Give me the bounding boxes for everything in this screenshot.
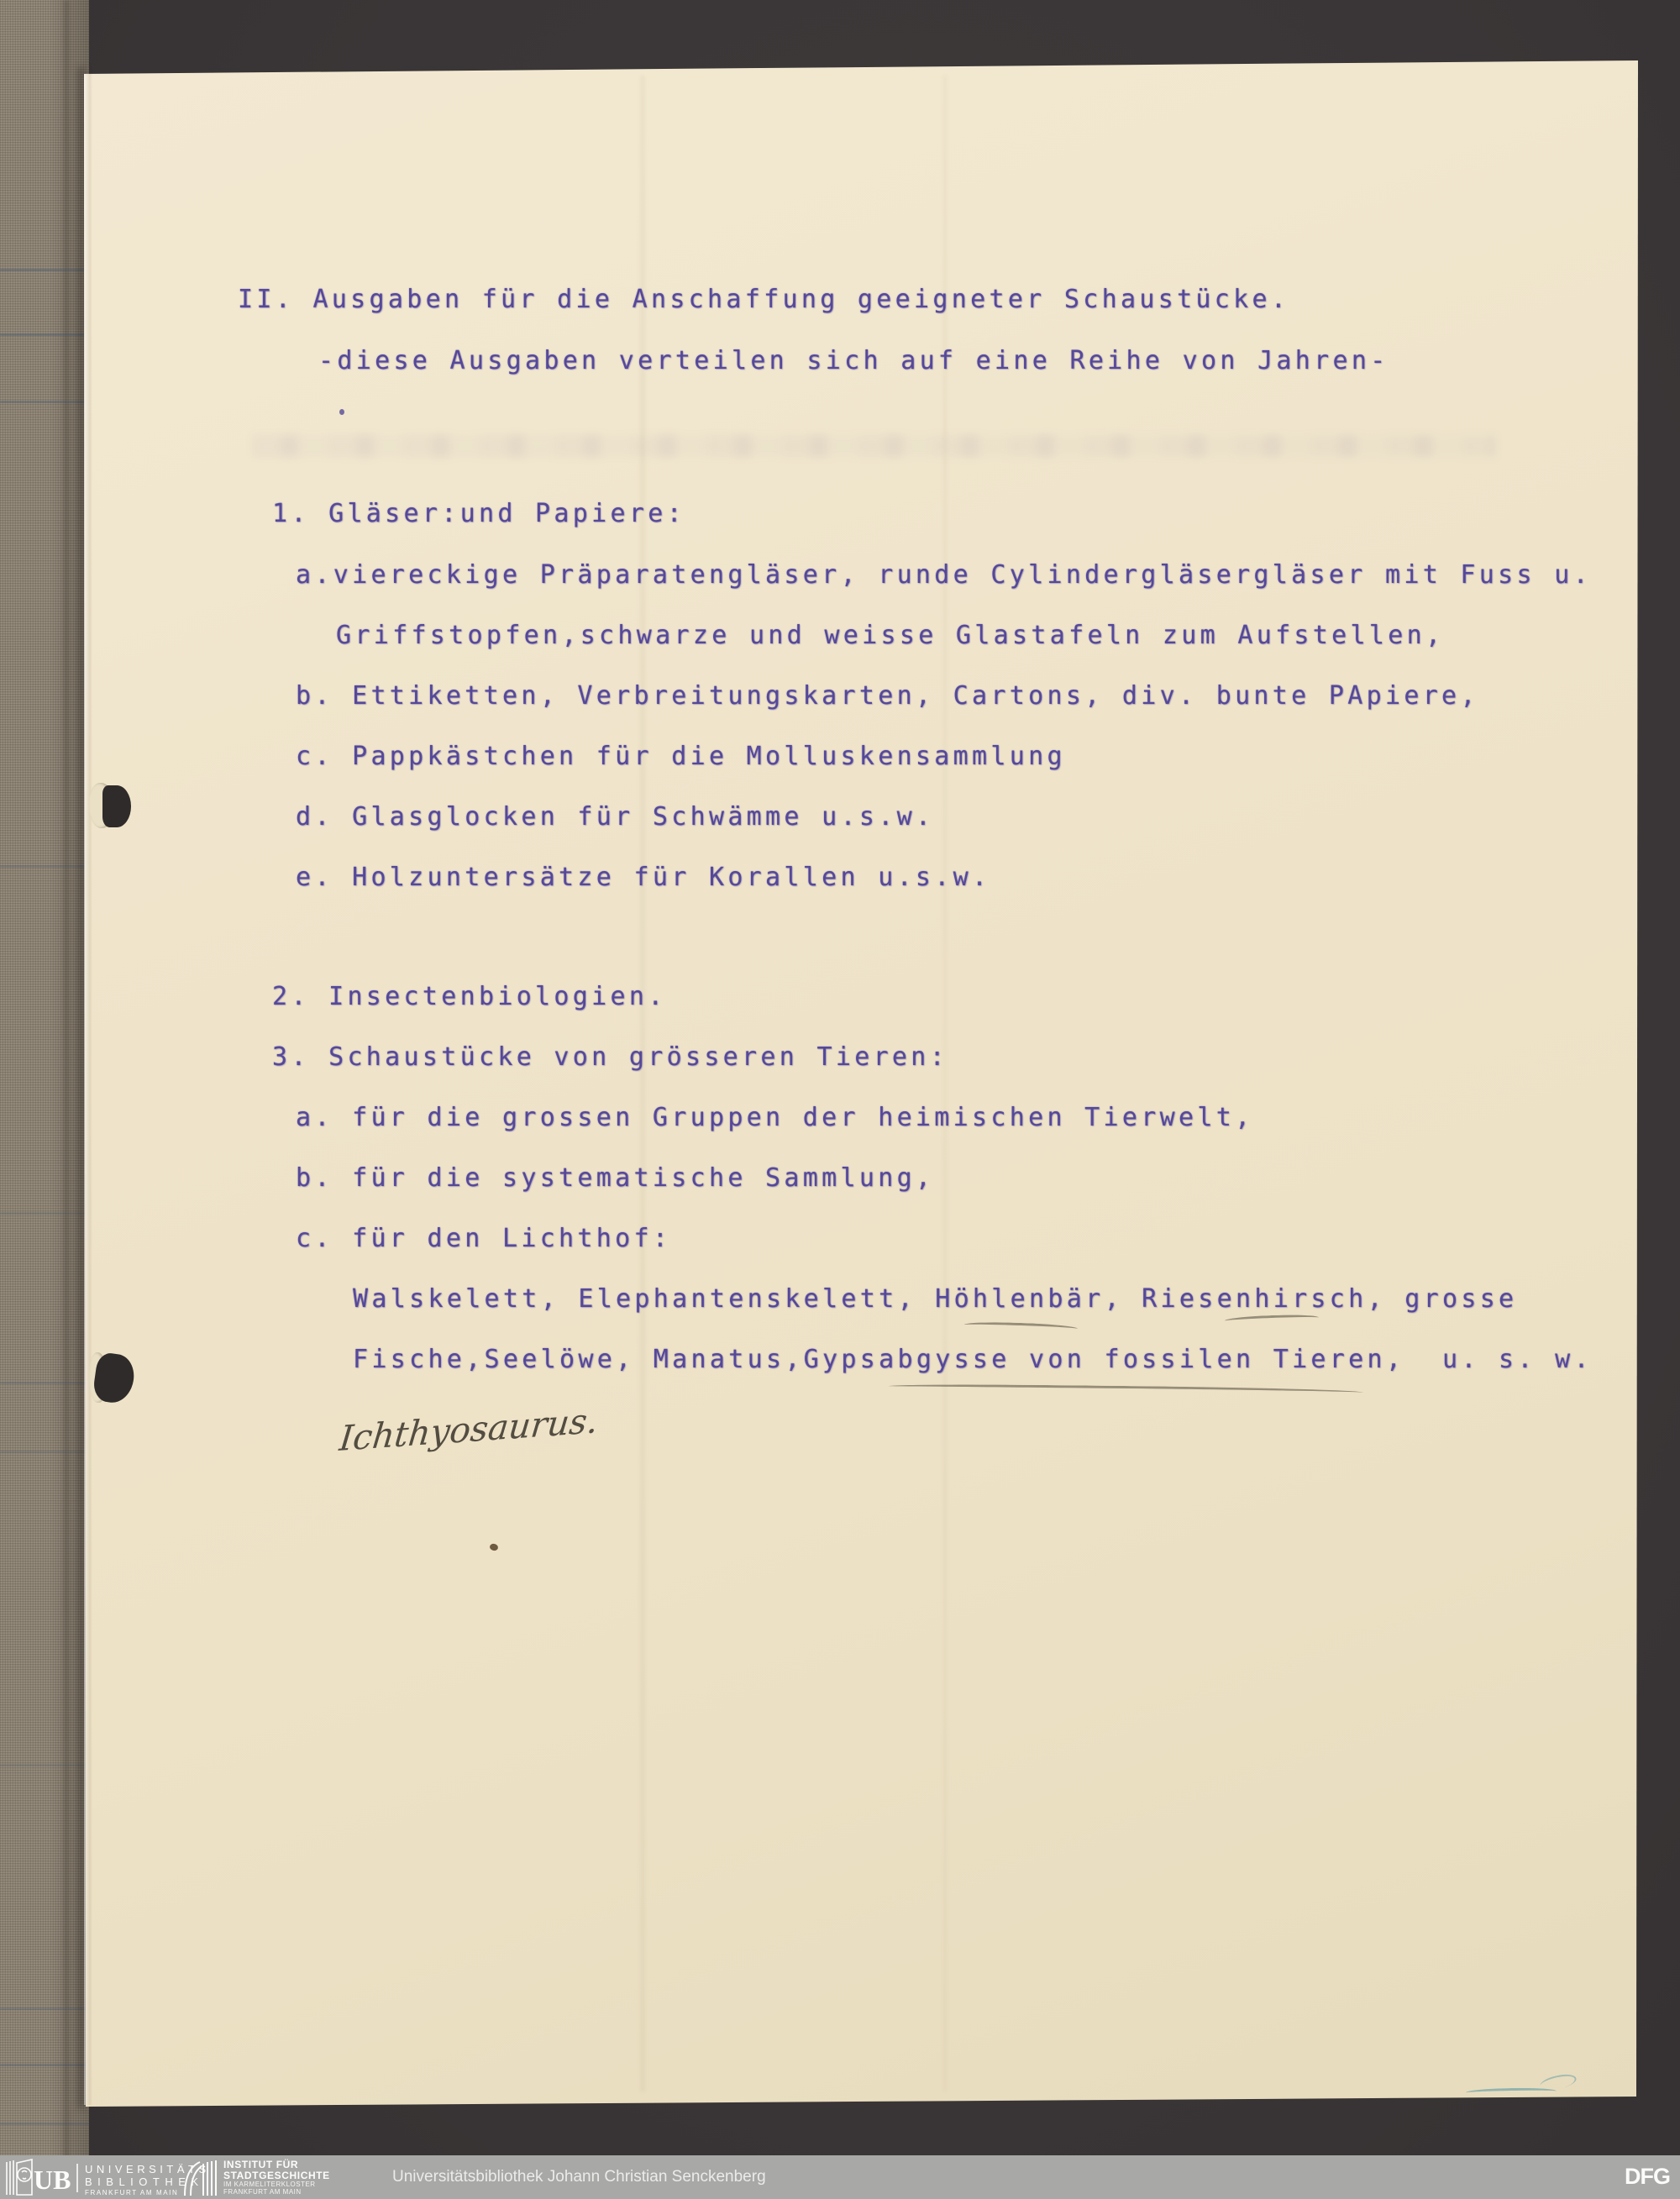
item-1d: d. Glasglocken für Schwämme u.s.w. [296, 802, 935, 832]
ruled-line [0, 269, 89, 271]
item-3b: b. für die systematische Sammlung, [296, 1163, 935, 1193]
heading-line: II. Ausgaben für die Anschaffung geeigneter Schaustücke. [238, 285, 1290, 314]
digitization-footer-bar [0, 2155, 1680, 2199]
library-wordmark-line3: FRANKFURT AM MAIN [85, 2189, 179, 2196]
ruled-line [0, 2007, 89, 2010]
paper-crease [942, 76, 948, 2091]
ruled-line [0, 333, 89, 336]
dfg-logo: DFG [1625, 2164, 1670, 2189]
punch-hole [102, 785, 131, 827]
ruled-line [0, 1451, 89, 1453]
institute-line1: INSTITUT FÜR [223, 2159, 299, 2170]
item-1a-continued: Griffstopfen,schwarze und weisse Glastafeln zum Aufstellen, [336, 621, 1445, 650]
institute-line3: IM KARMELITERKLOSTER [223, 2181, 316, 2188]
item-1e: e. Holzuntersätze für Korallen u.s.w. [296, 863, 991, 892]
item-3c: c. für den Lichthof: [296, 1224, 672, 1253]
binding-cloth [0, 0, 89, 2199]
ruled-line [0, 1382, 89, 1384]
stadtgeschichte-logo-icon [181, 2159, 220, 2196]
item-1b: b. Ettiketten, Verbreitungskarten, Cartons, div. bunte PApiere, [296, 681, 1479, 711]
paper-left-edge [84, 74, 92, 2105]
item-1c: c. Pappkästchen für die Molluskensammlung [296, 742, 1066, 771]
item-3-label: 3. Schaustücke von grösseren Tieren: [272, 1042, 949, 1072]
item-1-label: 1. Gläser:und Papiere: [272, 499, 685, 528]
ub-logo-letters: UB [34, 2165, 71, 2195]
institute-wordmark [223, 2160, 330, 2196]
item-2-label: 2. Insectenbiologien. [272, 982, 667, 1011]
ink-bleed-through [252, 435, 1495, 457]
subheading-line: -diese Ausgaben verteilen sich auf eine Reihe von Jahren- [318, 346, 1389, 375]
paper-crease [640, 76, 645, 2091]
item-3c-detail-1: Walskelett, Elephantenskelett, Höhlenbär, Riesenhirsch, grosse [353, 1284, 1518, 1314]
ruled-line [0, 1212, 89, 1215]
item-1a: a.viereckige Präparatengläser, runde Cylindergläsergläser mit Fuss u. [296, 560, 1592, 590]
library-credit: Universitätsbibliothek Johann Christian Senckenberg [392, 2168, 766, 2186]
institute-line4: FRANKFURT AM MAIN [223, 2187, 302, 2196]
institute-line2: STADTGESCHICHTE [223, 2170, 330, 2181]
item-3a: a. für die grossen Gruppen der heimischen Tierwelt, [296, 1103, 1254, 1132]
ruled-line [0, 2064, 89, 2066]
library-wordmark-line1: UNIVERSITÄTS [85, 2163, 210, 2175]
ruled-line [0, 865, 89, 868]
ruled-line [0, 1764, 89, 1766]
ruled-line [0, 401, 89, 403]
ink-dot [339, 409, 344, 415]
ruled-line [0, 2123, 89, 2125]
library-wordmark-line2: BIBLIOTHEK [85, 2175, 204, 2188]
cloth-crease [64, 0, 69, 2199]
ub-frankfurt-logo-icon [5, 2159, 81, 2196]
item-3c-detail-2: Fische,Seelöwe, Manatus,Gypsabgysse von fossilen Tieren, u. s. w. [353, 1345, 1593, 1374]
handwritten-annotation: Ichthyosaurus. [337, 1400, 601, 1459]
